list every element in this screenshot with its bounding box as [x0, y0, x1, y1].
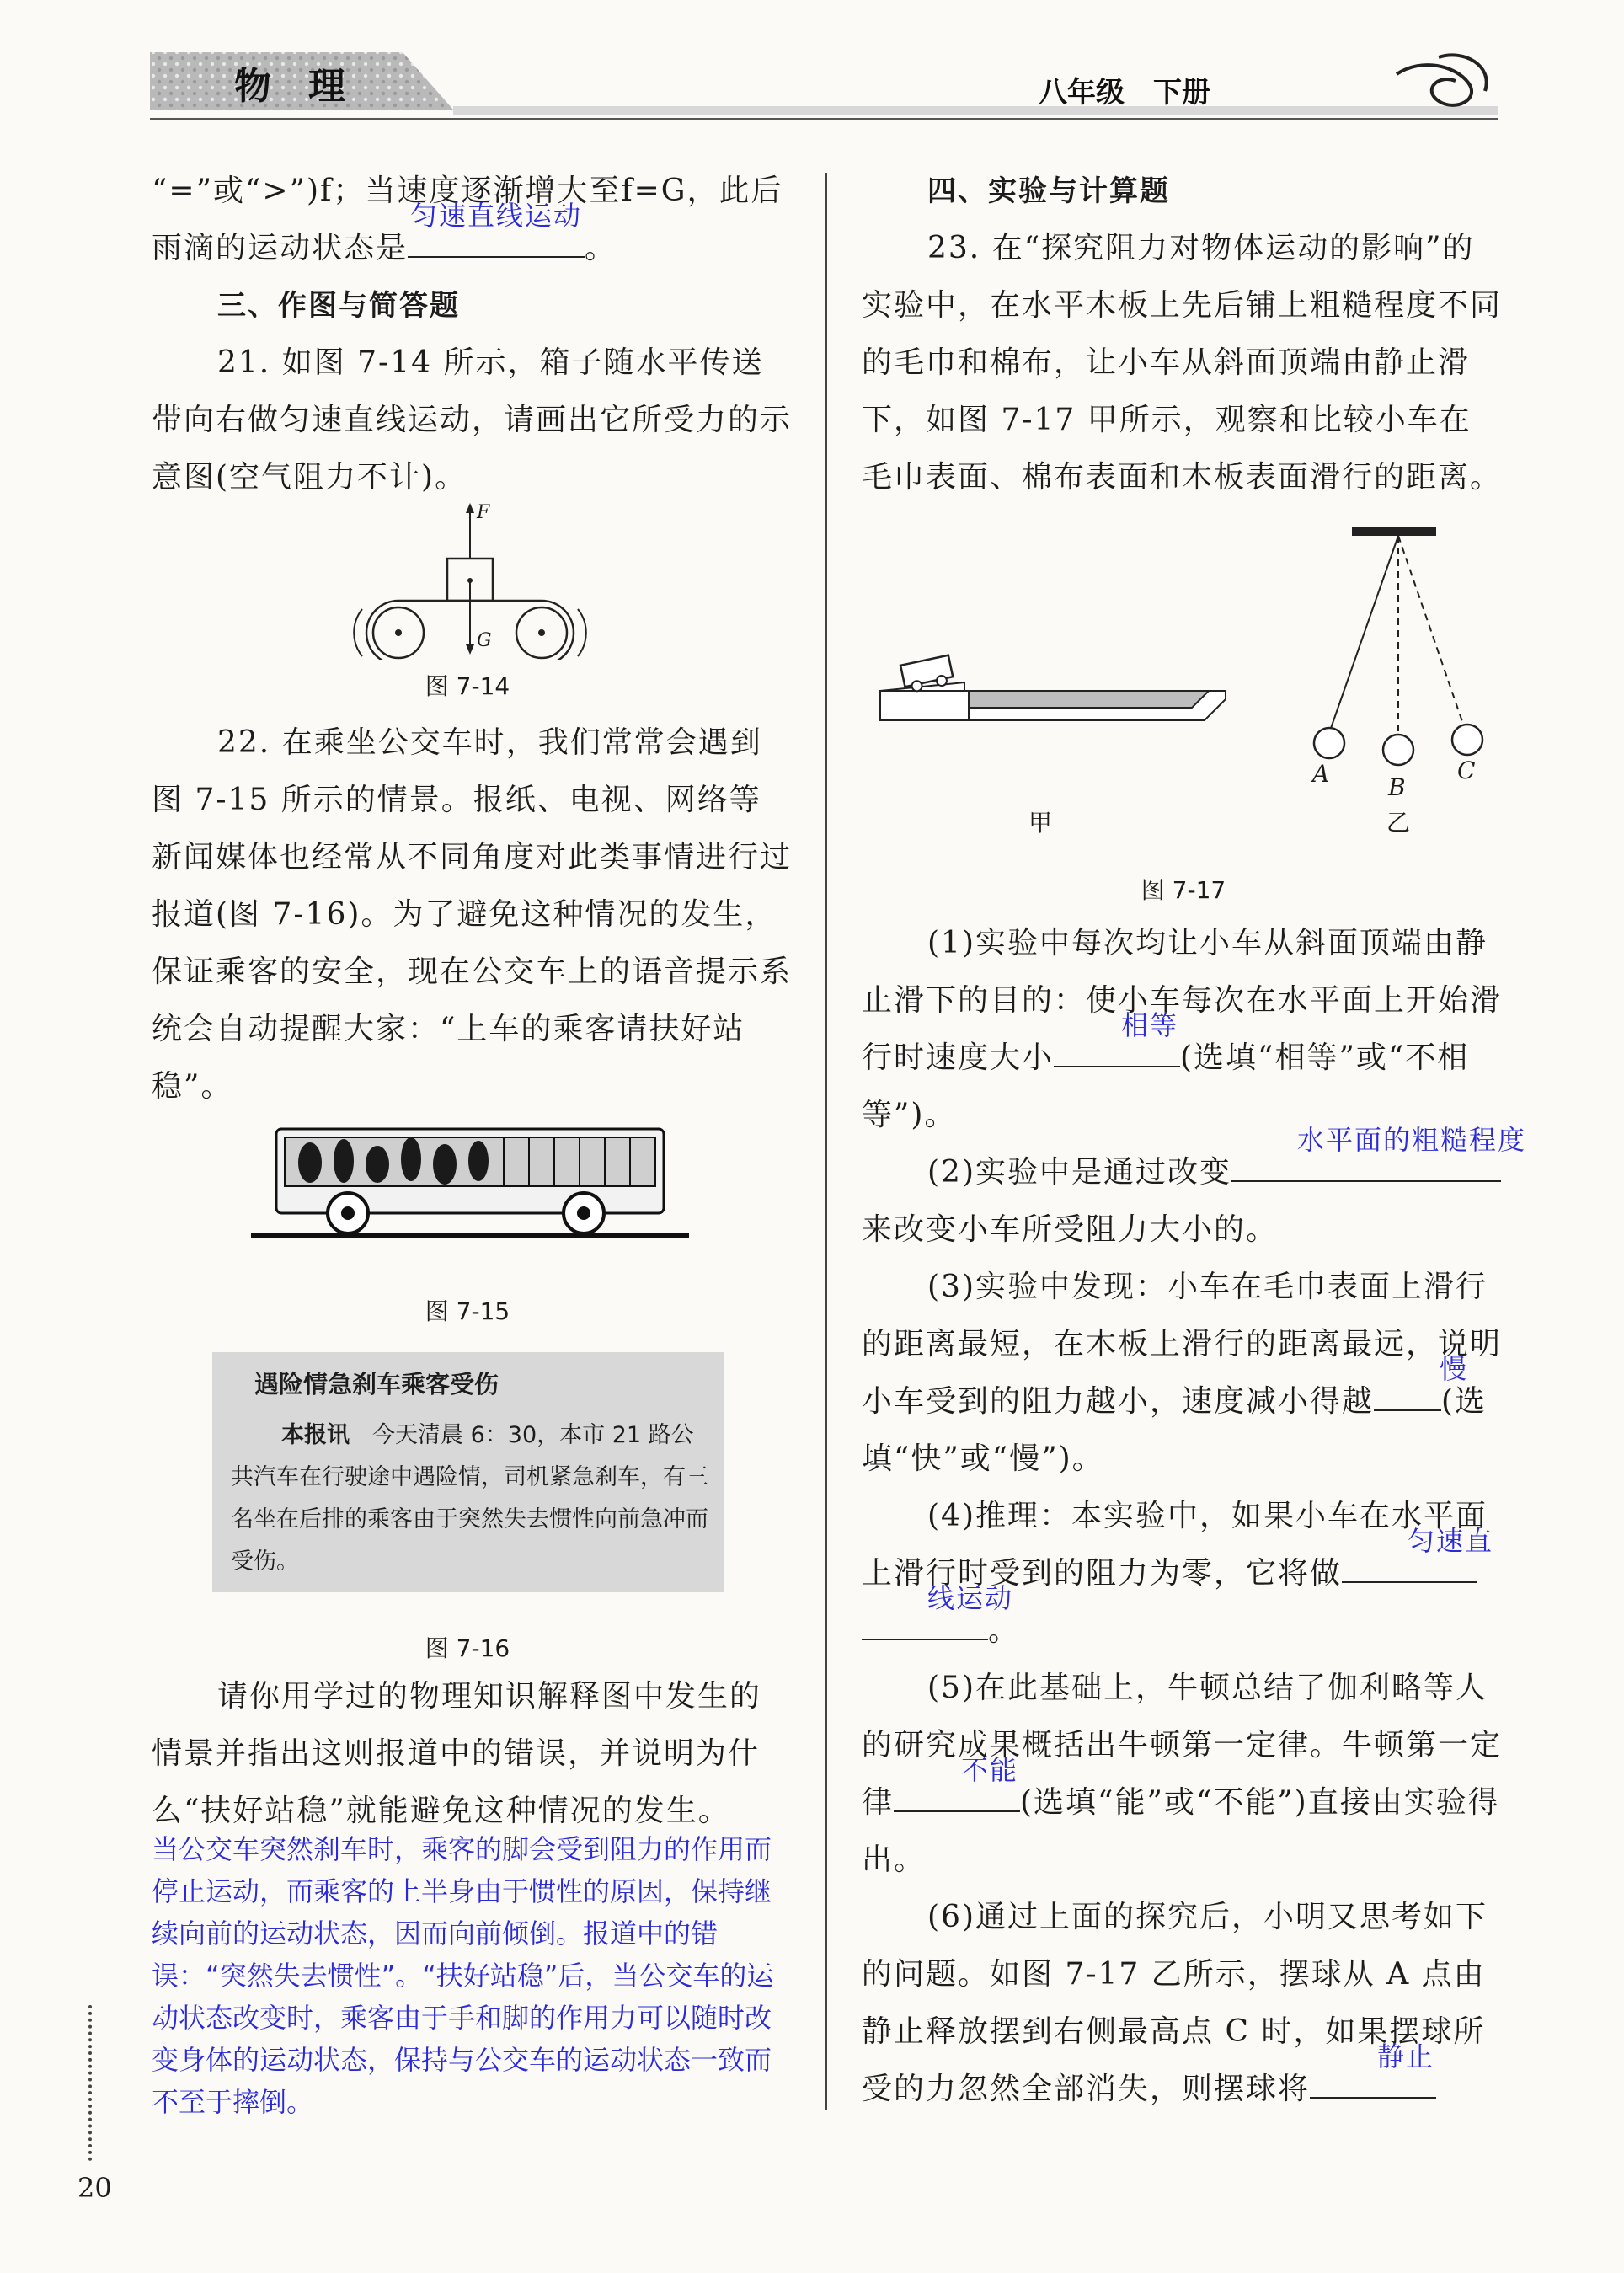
section-4-title: 四、实验与计算题 [927, 174, 1170, 208]
fig-7-17-label-jia: 甲 [1028, 809, 1052, 837]
fig-7-14-caption: 图 7-14 [425, 672, 510, 700]
fig-7-17-pendulum-diagram [1297, 522, 1491, 767]
q23-part3: (3)实验中发现：小车在毛巾表面上滑行的距离最短，在木板上滑行的距离最远，说明小车受到的阻力越小，速度减小得越 慢 (选填“快”或“慢”)。 [862, 1270, 1503, 1476]
fig-7-15-caption: 图 7-15 [425, 1297, 510, 1325]
q21-text: 21. 如图 7-14 所示，箱子随水平传送带向右做匀速直线运动，请画出它所受力的示意图(空气阻力不计)。 [152, 345, 793, 495]
q23-part4-answer-1: 匀速直 [1408, 1525, 1494, 1557]
news-body-text: 今天清晨 6：30，本市 21 路公共汽车在行驶途中遇险情，司机紧急刹车，有三名坐在后排的乘客由于突然失去惯性向前急冲而受伤。 [231, 1422, 708, 1575]
q23-part2-answer: 水平面的粗糙程度 [1297, 1124, 1527, 1156]
q23-part5-answer: 不能 [961, 1754, 1019, 1786]
q23-part4: (4)推理：本实验中，如果小车在水平面上滑行时受到的阻力为零，它将做 匀速直 线运动 。 [862, 1499, 1494, 1648]
fig-7-14-conveyor-diagram [344, 500, 596, 660]
fig-7-15-bus-illustration [251, 1120, 689, 1255]
fig-7-14-label-f: F [477, 502, 490, 523]
header-grade: 八年级 下册 [1039, 76, 1210, 110]
page-number: 20 [77, 2172, 112, 2204]
fig-7-16-news-clipping [212, 1352, 724, 1592]
q23-part4-blank-2 [862, 1582, 1014, 1640]
fig-7-14-label-g: G [477, 630, 492, 651]
fig-7-16-caption: 图 7-16 [425, 1634, 510, 1662]
news-lead: 本报讯 [281, 1422, 350, 1448]
fig-7-17-label-yi: 乙 [1386, 809, 1410, 837]
q23-part6-answer: 静止 [1377, 2040, 1435, 2072]
q23-part1-blank [1054, 1009, 1180, 1067]
pendulum-label-c: C [1457, 757, 1476, 784]
q22-text: 22. 在乘坐公交车时，我们常常会遇到图 7-15 所示的情景。报纸、电视、网络等新闻媒体也经常从不同角度对此类事情进行过报道(图 7-16)。为了避免这种情况的发生，保证乘客的安全，现在公交车上的语音提示系统会自动提醒大家：“上车的乘客请扶好站稳”。 [152, 725, 793, 1104]
right-column-top [862, 163, 1502, 506]
fig-7-17-caption: 图 7-17 [1141, 876, 1226, 904]
news-headline: 遇险情急刹车乘客受伤 [254, 1370, 499, 1399]
q23-part6-blank [1310, 2040, 1436, 2099]
column-divider [825, 173, 827, 2110]
q22-question: 请你用学过的物理知识解释图中发生的情景并指出这则报道中的错误，并说明为什么“扶好站稳”就能避免这种情况的发生。 [152, 1679, 762, 1828]
q23-part5: (5)在此基础上，牛顿总结了伽利略等人的研究成果概括出牛顿第一定律。牛顿第一定律 不能 (选填“能”或“不能”)直接由实验得出。 [862, 1671, 1503, 1877]
q23-part3-answer: 慢 [1440, 1353, 1469, 1385]
q23-part2: (2)实验中是通过改变 水平面的粗糙程度 来改变小车所受阻力大小的。 [862, 1144, 1502, 1259]
q23-part2-blank [1231, 1124, 1527, 1182]
q23-text: 23. 在“探究阻力对物体运动的影响”的实验中，在水平木板上先后铺上粗糙程度不同的毛巾和棉布，让小车从斜面顶端由静止滑下，如图 7-17 甲所示，观察和比较小车在毛巾表面、棉布表面和木板表面滑行的距离。 [862, 231, 1503, 495]
q20-continuation-line1: “=”或“>”)f；当速度逐渐增大至f=G，此后 [152, 174, 783, 208]
q23-part6: (6)通过上面的探究后，小明又思考如下的问题。如图 7-17 乙所示，摆球从 A 点由静止释放摆到右侧最高点 C 时，如果摆球所受的力忽然全部消失，则摆球将 静止 [862, 1900, 1488, 2106]
q23-part4-blank-1 [1342, 1525, 1494, 1583]
swirl-logo-icon [1388, 49, 1498, 116]
q20-continuation-line2: 雨滴的运动状态是 匀速直线运动 。 [152, 220, 792, 277]
q23-part5-blank [894, 1754, 1020, 1812]
q20-answer: 匀速直线运动 [410, 200, 583, 232]
pendulum-label-a: A [1312, 760, 1330, 788]
q20-answer-blank [408, 200, 585, 258]
page-dotted-rule [88, 2005, 92, 2161]
q23-part1: (1)实验中每次均让小车从斜面顶端由静止滑下的目的：使小车每次在水平面上开始滑行时速度大小 相等 (选填“相等”或“不相等”)。 [862, 926, 1503, 1132]
q22-handwritten-answer: 当公交车突然刹车时，乘客的脚会受到阻力的作用而停止运动，而乘客的上半身由于惯性的原因，保持继续向前的运动状态，因而向前倾倒。报道中的错误：“突然失去惯性”。“扶好站稳”后，当公交车的运动状态改变时，乘客由于手和脚的作用力可以随时改变身体的运动状态，保持与公交车的运动状态一致而不至于摔倒。 [152, 1833, 774, 2118]
q23-part4-answer-2: 线运动 [927, 1582, 1014, 1614]
left-column [152, 163, 792, 506]
fig-7-17-ramp-cart-diagram [872, 649, 1226, 750]
section-3-title: 三、作图与简答题 [217, 289, 460, 323]
q23-part3-blank [1374, 1353, 1469, 1411]
right-column-subquestions [862, 915, 1527, 2118]
page-header [150, 49, 1498, 133]
q23-part1-answer: 相等 [1121, 1009, 1179, 1041]
header-subject: 物 理 [234, 65, 345, 108]
header-banner [150, 49, 1498, 133]
pendulum-label-b: B [1388, 773, 1406, 801]
news-body [231, 1415, 711, 1583]
